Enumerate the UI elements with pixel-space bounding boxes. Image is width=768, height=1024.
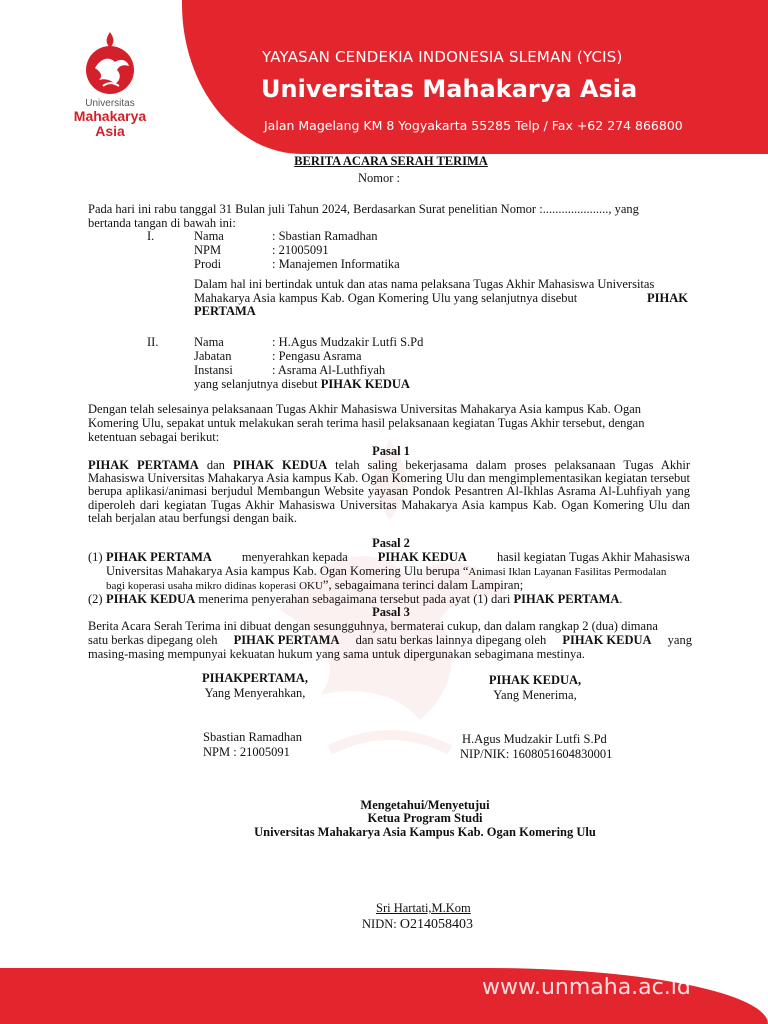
university-address: Jalan Magelang KM 8 Yogyakarta 55285 Telp / Fax +62 274 866800 (264, 118, 683, 133)
party1-value-name: : Sbastian Ramadhan (272, 229, 378, 243)
party1-desc-text: Mahakarya Asia kampus Kab. Ogan Komering Ulu yang selanjutnya disebut (194, 291, 578, 305)
intro-line-2: bertanda tangan di bawah ini: (88, 216, 236, 230)
pasal2-item2-text: PIHAK KEDUA menerima penyerahan sebagaimana tersebut pada ayat (1) dari PIHAK PERTAMA. (106, 592, 623, 606)
pasal2-item1-line-3: bagi koperasi usaha mikro didinas koperasi OKU”, sebagaimana terinci dalam Lampiran; (106, 578, 524, 592)
pasal3-title: Pasal 3 (372, 605, 410, 619)
approval-line-3: Universitas Mahakarya Asia Kampus Kab. Ogan Komering Ulu (254, 825, 596, 839)
party1-label-prodi: Prodi (194, 257, 222, 271)
pasal3-line-1: Berita Acara Serah Terima ini dibuat dengan sesungguhnya, bermaterai cukup, dan dalam rangkap 2 (dua) dimana (88, 619, 658, 633)
pasal1-body: PIHAK PERTAMA dan PIHAK KEDUA telah saling bekerjasama dalam proses pelaksanaan Tugas Akhir Mahasiswa Universitas Mahakarya Asia kampus Kab. Ogan Komering Ulu dan mengimplementasikan kegiatan tersebut berupa aplikasi/animasi berjudul Membangun Website yayasan Pondok Pesantren Al-Ikhlas Asrama Al-Luhfiyah yang diperoleh dari kegiatan Tugas Akhir Mahasiswa Universitas Mahakarya Asia kampus Kab. Ogan Komering Ulu dan telah berjalan atau berfungsi dengan baik. (88, 458, 690, 525)
party2-value-instansi: : Asrama Al-Luthfiyah (272, 363, 386, 377)
approval-line-2: Ketua Program Studi (367, 811, 483, 825)
document-number: Nomor : (358, 171, 401, 185)
para1-line-2: Komering Ulu, sepakat untuk melakukan serah terima hasil pelaksanaan kegiatan Tugas Akhir tersebut, dengan (88, 416, 645, 430)
party2-label-jabatan: Jabatan (194, 349, 232, 363)
party2-number: II. (147, 335, 159, 349)
party2-value-jabatan: : Pengasu Asrama (272, 349, 362, 363)
sign-right-role: Yang Menerima, (493, 688, 577, 702)
approver-name: Sri Hartati,M.Kom (376, 901, 471, 915)
phoenix-flame-icon (75, 28, 145, 100)
party2-label-name: Nama (194, 335, 224, 349)
party1-value-prodi: : Manajemen Informatika (272, 257, 400, 271)
para1-line-1: Dengan telah selesainya pelaksanaan Tugas Akhir Mahasiswa Universitas Mahakarya Asia kampus Kab. Ogan (88, 402, 641, 416)
pasal2-item1-line-2: Universitas Mahakarya Asia kampus Kab. Ogan Komering Ulu berupa “Animasi Iklan Layanan Fasilitas Permodalan (106, 564, 667, 578)
sign-right-id: NIP/NIK: 1608051604830001 (460, 747, 613, 761)
party2-desc: yang selanjutnya disebut PIHAK KEDUA (194, 377, 410, 391)
approver-nidn: NIDN: O214058403 (362, 917, 473, 932)
party1-label-name: Nama (194, 229, 224, 243)
party2-value-name: : H.Agus Mudzakir Lutfi S.Pd (272, 335, 424, 349)
sign-right-name: H.Agus Mudzakir Lutfi S.Pd (462, 732, 607, 746)
sign-left-title: PIHAKPERTAMA, (202, 671, 308, 685)
university-logo (52, 28, 168, 158)
pasal2-item1-number: (1) (88, 550, 103, 564)
party1-desc-line-1: Dalam hal ini bertindak untuk dan atas nama pelaksana Tugas Akhir Mahasiswa Universitas (194, 277, 655, 291)
pasal2-item2-number: (2) (88, 592, 103, 606)
approval-line-1: Mengetahui/Menyetujui (360, 798, 490, 812)
logo-text-name1: Mahakarya (73, 108, 147, 124)
sign-left-name: Sbastian Ramadhan (203, 730, 302, 744)
party1-label-npm: NPM (194, 243, 222, 257)
sign-right-title: PIHAK KEDUA, (488, 673, 582, 687)
para1-line-3: ketentuan sebagai berikut: (88, 430, 220, 444)
party1-desc-bold: PIHAK (647, 291, 688, 305)
foundation-name: YAYASAN CENDEKIA INDONESIA SLEMAN (YCIS) (262, 48, 623, 66)
university-name: Universitas Mahakarya Asia (261, 75, 638, 103)
party2-label-instansi: Instansi (194, 363, 233, 377)
party1-number: I. (147, 229, 155, 243)
sign-left-role: Yang Menyerahkan, (204, 686, 306, 700)
pasal2-title: Pasal 2 (372, 536, 410, 550)
party1-desc-line-3: PERTAMA (194, 304, 256, 318)
pasal1-title: Pasal 1 (372, 444, 410, 458)
sign-left-id: NPM : 21005091 (203, 745, 290, 759)
logo-text-small: Universitas (85, 98, 135, 109)
pasal3-line-3: masing-masing mempunyai kekuatan hukum yang sama untuk dipergunakan sebagimana mestinya. (88, 647, 585, 661)
footer-website: www.unmaha.ac.id (482, 975, 691, 1000)
intro-line-1: Pada hari ini rabu tanggal 31 Bulan juli Tahun 2024, Berdasarkan Surat penelitian Nomor :....................., yang (88, 202, 639, 216)
party1-value-npm: : 21005091 (272, 243, 329, 257)
party1-desc-line-2 (194, 292, 688, 305)
pasal2-item1-line-1: PIHAK PERTAMA menyerahkan kepada PIHAK KEDUA hasil kegiatan Tugas Akhir Mahasiswa (106, 550, 690, 564)
document-title: BERITA ACARA SERAH TERIMA (294, 154, 488, 168)
logo-text-name2: Asia (95, 123, 125, 139)
pasal3-line-2: satu berkas dipegang oleh PIHAK PERTAMA dan satu berkas lainnya dipegang oleh PIHAK KEDUA yang (88, 633, 692, 647)
